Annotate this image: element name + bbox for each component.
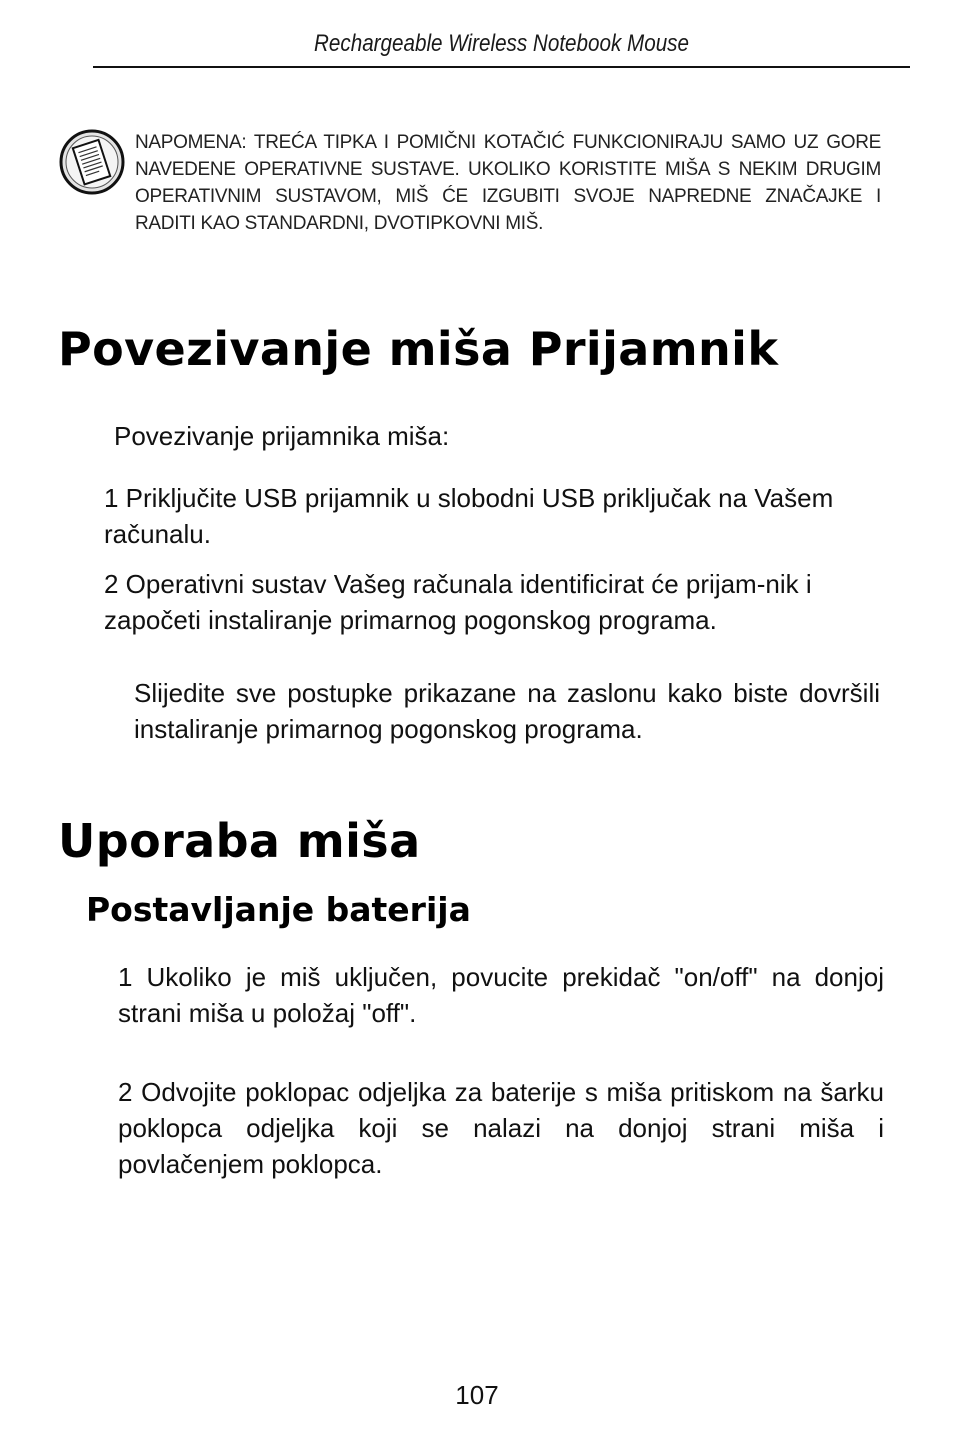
note-book-icon <box>58 128 126 196</box>
battery-step-1-paragraph: 1 Ukoliko je miš uključen, povucite prekidač "on/off" na donjoj strani miša u položaj "off". <box>118 962 884 1028</box>
running-header: Rechargeable Wireless Notebook Mouse <box>314 30 689 57</box>
note-line: RADITI KAO STANDARDNI, DVOTIPKOVNI MIŠ. <box>135 213 544 234</box>
header-rule <box>93 66 910 68</box>
note-line: NAPOMENA: TREĆA TIPKA I POMIČNI KOTAČIĆ FUNKCIONIRAJU SAMO UZ GORE <box>135 132 881 153</box>
step-1-paragraph: 1 Priključite USB prijamnik u slobodni USB priključak na Vašem računalu. <box>104 483 834 549</box>
note-text <box>135 129 881 237</box>
subheading-postavljanje-baterija: Postavljanje baterija <box>86 890 471 929</box>
step-2-paragraph: 2 Operativni sustav Vašeg računala identificirat će prijam-nik i započeti instaliranje primarnog pogonskog programa. <box>104 569 812 635</box>
note-line: OPERATIVNIM SUSTAVOM, MIŠ ĆE IZGUBITI SVOJE NAPREDNE ZNAČAJKE I <box>135 186 881 207</box>
section-heading-povezivanje: Povezivanje miša Prijamnik <box>58 322 779 376</box>
battery-step-2-paragraph: 2 Odvojite poklopac odjeljka za baterije s miša pritiskom na šarku poklopca odjeljka koji se nalazi na donjoj strani miša i povlačenjem poklopca. <box>118 1077 884 1179</box>
note-line: NAVEDENE OPERATIVNE SUSTAVE. UKOLIKO KORISTITE MIŠA S NEKIM DRUGIM <box>135 159 881 180</box>
page-number: 107 <box>455 1380 499 1410</box>
followup-paragraph: Slijedite sve postupke prikazane na zaslonu kako biste dovršili instaliranje primarnog pogonskog programa. <box>134 678 880 744</box>
section-intro: Povezivanje prijamnika miša: <box>114 421 450 451</box>
section-heading-uporaba: Uporaba miša <box>58 814 421 868</box>
